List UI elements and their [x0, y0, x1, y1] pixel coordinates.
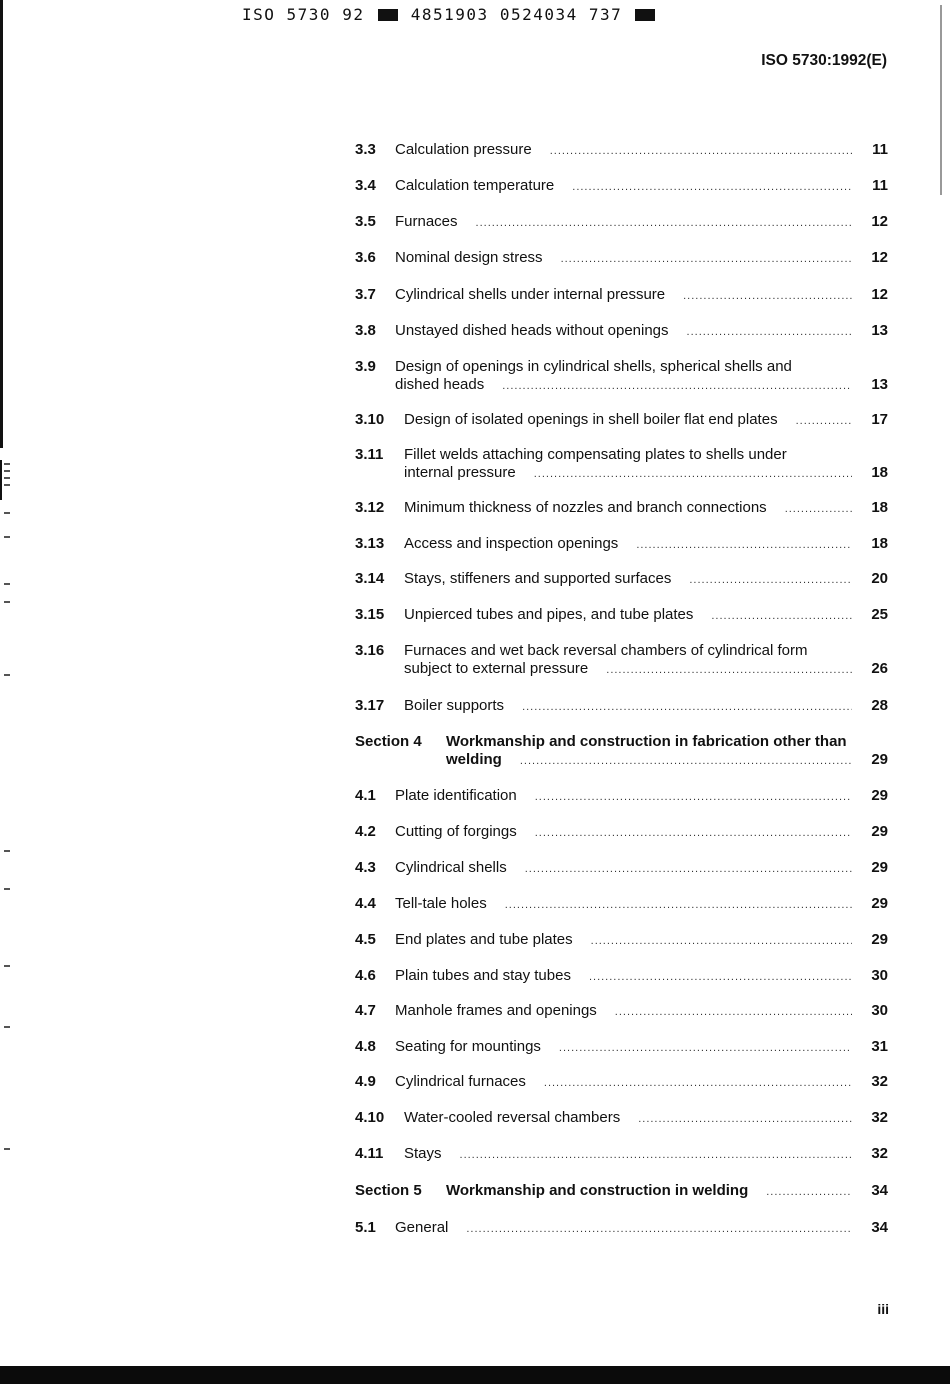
toc-entry-number: 3.17: [355, 697, 385, 714]
toc-entry-number: 3.13: [355, 535, 385, 552]
scan-gutter-mark: [4, 888, 10, 890]
toc-entry-number: 3.10: [355, 411, 385, 428]
toc-dot-leader: [502, 377, 852, 395]
toc-entry-page: 13: [871, 376, 888, 393]
scan-block-mark: [635, 9, 655, 21]
toc-entry-number: 3.12: [355, 499, 385, 516]
toc-dot-leader: [535, 824, 852, 842]
toc-entry-number: 3.8: [355, 322, 376, 339]
toc-entry-number: 4.2: [355, 823, 376, 840]
toc-entry-title: Cylindrical furnaces: [395, 1073, 526, 1090]
toc-entry-number: 3.5: [355, 213, 376, 230]
toc-entry-title: Cylindrical shells under internal pressure: [395, 286, 666, 303]
toc-dot-leader: [766, 1183, 852, 1201]
toc-entry[interactable]: [355, 177, 888, 195]
toc-entry-number: Section 4: [355, 733, 422, 750]
scan-gutter-mark: [4, 965, 10, 967]
toc-entry[interactable]: [355, 1182, 888, 1200]
toc-dot-leader: [687, 323, 852, 341]
toc-entry-page: 13: [871, 322, 888, 339]
toc-entry-title: Unpierced tubes and pipes, and tube plates: [404, 606, 694, 623]
toc-entry-page: 25: [871, 606, 888, 623]
toc-entry-page: 32: [871, 1073, 888, 1090]
toc-entry-number: 4.11: [355, 1145, 384, 1162]
toc-entry-title: Design of isolated openings in shell boiler flat end plates: [404, 411, 778, 428]
toc-entry-title: Manhole frames and openings: [395, 1002, 597, 1019]
toc-entry-number: 4.7: [355, 1002, 376, 1019]
toc-entry-number: 3.14: [355, 570, 385, 587]
toc-entry[interactable]: [355, 570, 888, 588]
toc-entry-page: 29: [871, 931, 888, 948]
toc-entry-page: 29: [871, 751, 888, 768]
toc-dot-leader: [534, 465, 852, 483]
scan-header-part1: ISO 5730 92: [242, 5, 365, 24]
toc-entry-page: 32: [871, 1145, 888, 1162]
toc-entry-number: 4.5: [355, 931, 376, 948]
scan-gutter-mark: [4, 1148, 10, 1150]
toc-entry[interactable]: [355, 446, 888, 482]
toc-dot-leader: [544, 1074, 852, 1092]
toc-entry[interactable]: [355, 499, 888, 517]
toc-entry-page: 26: [871, 660, 888, 677]
toc-entry-title: Design of openings in cylindrical shells, spherical shells and: [395, 358, 792, 375]
toc-entry-title: welding: [446, 751, 502, 768]
toc-dot-leader: [559, 1039, 852, 1057]
toc-entry[interactable]: [355, 642, 888, 678]
toc-entry-number: 4.4: [355, 895, 376, 912]
toc-entry-number: 4.3: [355, 859, 376, 876]
toc-entry-page: 12: [871, 213, 888, 230]
toc-dot-leader: [460, 1146, 852, 1164]
toc-dot-leader: [683, 287, 852, 305]
toc-entry-title: Water-cooled reversal chambers: [404, 1109, 621, 1126]
toc-entry[interactable]: [355, 787, 888, 805]
scan-gutter-line: [0, 460, 2, 500]
toc-dot-leader: [522, 698, 852, 716]
toc-entry-title: Fillet welds attaching compensating plates to shells under: [404, 446, 787, 463]
toc-entry-number: 3.6: [355, 249, 376, 266]
toc-entry-title: Boiler supports: [404, 697, 505, 714]
toc-entry-page: 28: [871, 697, 888, 714]
toc-dot-leader: [785, 500, 852, 518]
toc-entry-number: 3.3: [355, 141, 376, 158]
toc-dot-leader: [711, 607, 852, 625]
toc-dot-leader: [796, 412, 852, 430]
toc-entry[interactable]: [355, 859, 888, 877]
toc-dot-leader: [535, 788, 852, 806]
toc-entry-number: 4.8: [355, 1038, 376, 1055]
toc-entry[interactable]: [355, 249, 888, 267]
toc-entry-page: 29: [871, 787, 888, 804]
toc-entry-page: 34: [871, 1182, 888, 1199]
scan-gutter-mark: [4, 583, 10, 585]
scan-gutter-mark: [4, 470, 10, 472]
toc-entry-number: 3.15: [355, 606, 385, 623]
scan-gutter-mark: [4, 674, 10, 676]
toc-entry-page: 29: [871, 895, 888, 912]
toc-entry-page: 30: [871, 1002, 888, 1019]
toc-dot-leader: [589, 968, 852, 986]
toc-entry-title: Unstayed dished heads without openings: [395, 322, 669, 339]
toc-entry[interactable]: [355, 931, 888, 949]
toc-entry-title: subject to external pressure: [404, 660, 589, 677]
toc-entry-title: Nominal design stress: [395, 249, 543, 266]
toc-entry-page: 20: [871, 570, 888, 587]
toc-dot-leader: [520, 752, 852, 770]
toc-entry-page: 11: [872, 177, 888, 194]
toc-dot-leader: [561, 250, 852, 268]
toc-dot-leader: [476, 214, 852, 232]
toc-entry-title: Calculation pressure: [395, 141, 532, 158]
toc-dot-leader: [606, 661, 852, 679]
toc-entry-page: 18: [871, 535, 888, 552]
toc-entry[interactable]: [355, 733, 888, 769]
toc-entry-title: Workmanship and construction in welding: [446, 1182, 749, 1199]
scan-gutter-line: [0, 0, 3, 448]
toc-entry-page: 32: [871, 1109, 888, 1126]
toc-entry[interactable]: [355, 606, 888, 624]
scan-footer-bar: [0, 1366, 950, 1384]
toc-entry-number: 4.9: [355, 1073, 376, 1090]
toc-entry-page: 18: [871, 464, 888, 481]
toc-entry-number: 4.6: [355, 967, 376, 984]
toc-dot-leader: [466, 1220, 852, 1238]
toc-entry[interactable]: [355, 1145, 888, 1163]
toc-dot-leader: [505, 896, 852, 914]
toc-entry[interactable]: [355, 1038, 888, 1056]
scan-block-mark: [378, 9, 398, 21]
toc-entry-title: Tell-tale holes: [395, 895, 487, 912]
toc-dot-leader: [615, 1003, 852, 1021]
toc-entry-title: Minimum thickness of nozzles and branch connections: [404, 499, 767, 516]
toc-entry[interactable]: [355, 823, 888, 841]
toc-entry-page: 12: [871, 286, 888, 303]
toc-entry[interactable]: [355, 213, 888, 231]
toc-entry-page: 30: [871, 967, 888, 984]
scan-gutter-mark: [4, 484, 10, 486]
toc-entry-title: Cutting of forgings: [395, 823, 517, 840]
scan-gutter-mark: [4, 463, 10, 465]
toc-dot-leader: [572, 178, 852, 196]
toc-entry[interactable]: [355, 895, 888, 913]
toc-entry-title: Calculation temperature: [395, 177, 555, 194]
toc-entry-page: 29: [871, 823, 888, 840]
toc-entry-number: Section 5: [355, 1182, 422, 1199]
toc-entry-page: 31: [871, 1038, 888, 1055]
toc-entry-title: Furnaces: [395, 213, 458, 230]
toc-dot-leader: [550, 142, 852, 160]
toc-entry[interactable]: [355, 967, 888, 985]
toc-entry-title: Plate identification: [395, 787, 517, 804]
toc-entry-page: 17: [871, 411, 888, 428]
toc-entry-number: 3.9: [355, 358, 376, 375]
toc-entry-number: 3.7: [355, 286, 376, 303]
toc-entry-page: 18: [871, 499, 888, 516]
toc-entry-title: End plates and tube plates: [395, 931, 573, 948]
toc-entry-page: 29: [871, 859, 888, 876]
scan-gutter-mark: [4, 477, 10, 479]
scan-gutter-mark: [4, 1026, 10, 1028]
toc-entry-title: Cylindrical shells: [395, 859, 507, 876]
toc-entry-title: Furnaces and wet back reversal chambers of cylindrical form: [404, 642, 808, 659]
toc-entry[interactable]: [355, 358, 888, 394]
toc-entry[interactable]: [355, 1073, 888, 1091]
toc-entry-page: 34: [871, 1219, 888, 1236]
toc-entry-title: Stays, stiffeners and supported surfaces: [404, 570, 672, 587]
toc-entry[interactable]: [355, 141, 888, 159]
toc-dot-leader: [636, 536, 852, 554]
toc-entry-title: Workmanship and construction in fabrication other than: [446, 733, 847, 750]
toc-entry-title: General: [395, 1219, 449, 1236]
toc-entry[interactable]: [355, 1109, 888, 1127]
scan-gutter-mark: [4, 512, 10, 514]
toc-entry-number: 3.4: [355, 177, 376, 194]
toc-entry-title: Seating for mountings: [395, 1038, 541, 1055]
toc-entry[interactable]: [355, 535, 888, 553]
toc-entry-number: 4.1: [355, 787, 376, 804]
document-id: ISO 5730:1992(E): [761, 52, 887, 69]
toc-entry-number: 5.1: [355, 1219, 376, 1236]
toc-entry[interactable]: [355, 411, 888, 429]
scan-gutter-mark: [4, 850, 10, 852]
toc-entry[interactable]: [355, 1219, 888, 1237]
toc-entry[interactable]: [355, 322, 888, 340]
toc-entry-number: 3.16: [355, 642, 385, 659]
toc-entry-number: 4.10: [355, 1109, 385, 1126]
toc-entry[interactable]: [355, 697, 888, 715]
toc-entry-page: 12: [871, 249, 888, 266]
scan-header: [242, 5, 657, 24]
scan-gutter-mark: [4, 536, 10, 538]
toc-entry-title: internal pressure: [404, 464, 516, 481]
scan-edge-line: [940, 5, 942, 195]
toc-entry[interactable]: [355, 286, 888, 304]
scan-gutter-mark: [4, 601, 10, 603]
toc-entry-title: Plain tubes and stay tubes: [395, 967, 571, 984]
scan-header-part2: 4851903 0524034 737: [410, 5, 623, 24]
toc-entry-title: Stays: [404, 1145, 442, 1162]
toc-entry-page: 11: [872, 141, 888, 158]
toc-entry-title: dished heads: [395, 376, 485, 393]
toc-dot-leader: [525, 860, 852, 878]
page-number: iii: [877, 1301, 889, 1317]
toc-dot-leader: [689, 571, 852, 589]
toc-dot-leader: [638, 1110, 852, 1128]
toc-entry-title: Access and inspection openings: [404, 535, 619, 552]
toc-entry[interactable]: [355, 1002, 888, 1020]
toc-dot-leader: [591, 932, 852, 950]
toc-entry-number: 3.11: [355, 446, 384, 463]
